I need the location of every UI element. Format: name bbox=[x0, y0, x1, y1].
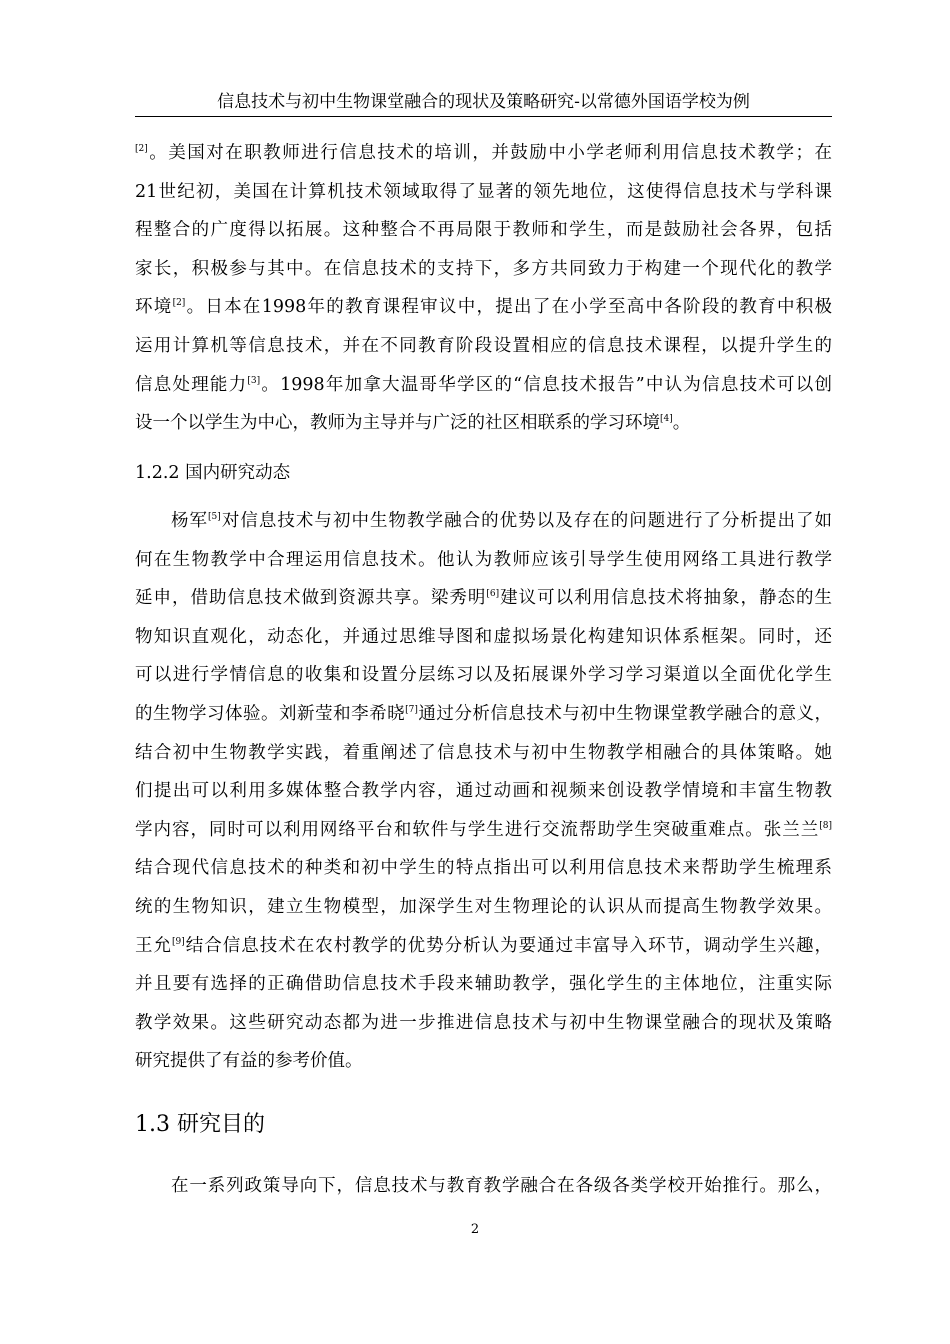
text-line: 延申，借助信息技术做到资源共享。梁秀明[6]建议可以利用信息技术将抽象，静态的生 bbox=[135, 588, 833, 609]
text-line: 环境[2]。日本在1998年的教育课程审议中，提出了在小学至高中各阶段的教育中积极 bbox=[135, 297, 832, 318]
text-line: 设一个以学生为中心，教师为主导并与广泛的社区相联系的学习环境[4]。 bbox=[135, 413, 691, 434]
citation-ref: [6] bbox=[486, 589, 500, 600]
text-line: 统的生物知识，建立生物模型，加深学生对生物理论的认识从而提高生物教学效果。 bbox=[135, 896, 832, 917]
citation-ref: [7] bbox=[405, 704, 418, 715]
text-line: 教学效果。这些研究动态都为进一步推进信息技术与初中生物课堂融合的现状及策略 bbox=[135, 1012, 832, 1033]
text-line: 们提出可以利用多媒体整合教学内容，通过动画和视频来创设教学情境和丰富生物教 bbox=[135, 781, 832, 802]
running-header: 信息技术与初中生物课堂融合的现状及策略研究-以常德外国语学校为例 bbox=[217, 92, 750, 112]
text-line: 家长，积极参与其中。在信息技术的支持下，多方共同致力于构建一个现代化的教学 bbox=[135, 258, 832, 279]
citation-ref: [5] bbox=[208, 512, 221, 522]
citation-ref: [2] bbox=[135, 144, 148, 154]
citation-ref: [4] bbox=[660, 414, 673, 425]
section-heading-1-3: 1.3 研究目的 bbox=[135, 1112, 265, 1137]
section-heading-1-2-2: 1.2.2 国内研究动态 bbox=[135, 463, 291, 483]
text-line: 并且要有选择的正确借助信息技术手段来辅助教学，强化学生的主体地位，注重实际 bbox=[135, 974, 832, 995]
paragraph-us-japan-canada bbox=[135, 134, 832, 443]
text-line: 物知识直观化，动态化，并通过思维导图和虚拟场景化构建知识体系框架。同时，还 bbox=[135, 626, 832, 647]
paragraph-domestic-research bbox=[135, 502, 832, 1081]
text-line: 在一系列政策导向下，信息技术与教育教学融合在各级各类学校开始推行。那么， bbox=[171, 1176, 832, 1196]
citation-ref: [8] bbox=[819, 820, 832, 831]
text-line: 的生物学习体验。刘新莹和李希晓[7]通过分析信息技术与初中生物课堂教学融合的意义， bbox=[135, 703, 833, 724]
text-line: 结合现代信息技术的种类和初中学生的特点指出可以利用信息技术来帮助学生梳理系 bbox=[135, 858, 832, 879]
text-line: 何在生物教学中合理运用信息技术。他认为教师应该引导学生使用网络工具进行教学 bbox=[135, 549, 832, 570]
citation-ref: [3] bbox=[247, 375, 261, 386]
text-line: 研究提供了有益的参考价值。 bbox=[135, 1051, 363, 1072]
citation-ref: [9] bbox=[172, 936, 185, 947]
text-line: 运用计算机等信息技术，并在不同教育阶段设置相应的信息技术课程，以提升学生的 bbox=[135, 335, 832, 356]
text-line: [2]。美国对在职教师进行信息技术的培训，并鼓励中小学老师利用信息技术教学；在 bbox=[135, 143, 832, 163]
header-rule bbox=[135, 116, 832, 117]
text-line: 信息处理能力[3]。1998年加拿大温哥华学区的“信息技术报告”中认为信息技术可以创 bbox=[135, 374, 832, 395]
text-line: 王允[9]结合信息技术在农村教学的优势分析认为要通过丰富导入环节，调动学生兴趣， bbox=[135, 935, 833, 956]
text-line: 21世纪初，美国在计算机技术领域取得了显著的领先地位，这使得信息技术与学科课 bbox=[135, 181, 832, 202]
citation-ref: [2] bbox=[172, 298, 186, 309]
text-line: 学内容，同时可以利用网络平台和软件与学生进行交流帮助学生突破重难点。张兰兰[8] bbox=[135, 819, 832, 840]
text-line: 程整合的广度得以拓展。这种整合不再局限于教师和学生，而是鼓励社会各界，包括 bbox=[135, 220, 832, 241]
paragraph-research-purpose bbox=[135, 1167, 832, 1206]
text-line: 可以进行学情信息的收集和设置分层练习以及拓展课外学习学习渠道以全面优化学生 bbox=[135, 665, 832, 686]
page-number: 2 bbox=[470, 1222, 480, 1237]
text-line: 结合初中生物教学实践，着重阐述了信息技术与初中生物教学相融合的具体策略。她 bbox=[135, 742, 832, 763]
text-line: 杨军[5]对信息技术与初中生物教学融合的优势以及存在的问题进行了分析提出了如 bbox=[171, 511, 833, 531]
